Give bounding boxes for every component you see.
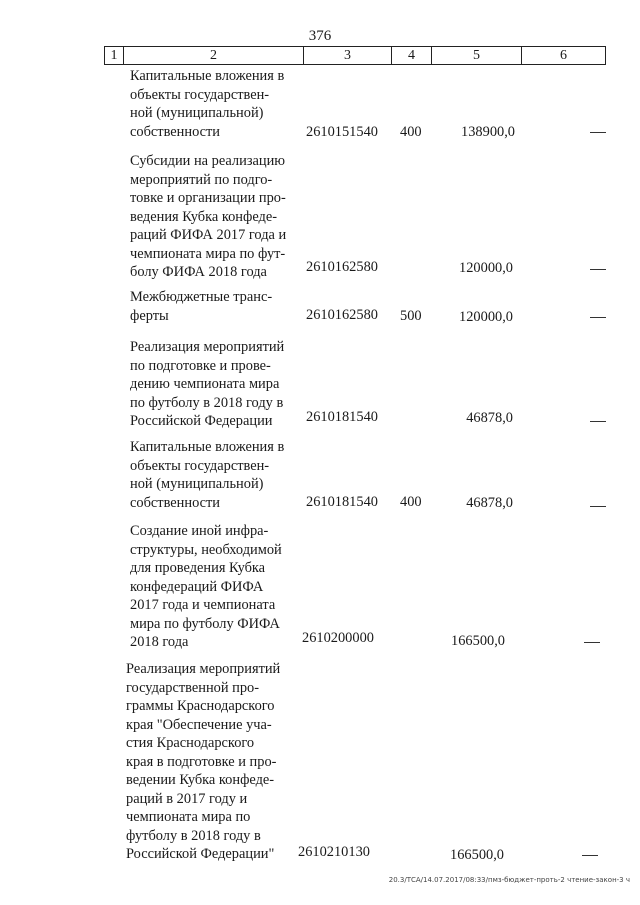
row-description: Капитальные вложения в объекты государствен- ной (муниципальной) собственности [130,439,285,511]
column-header-6: 6 [521,47,605,64]
row-expense-type: 400 [400,494,422,510]
row-description: Реализация мероприятий по подготовке и прове- дению чемпионата мира по футболу в 2018 году в Российской Федерации [130,339,285,429]
row-col6-dash [582,855,598,856]
row-description: Субсидии на реализацию мероприятий по подго- товке и организации про- ведения Кубка конфеде- раций ФИФА 2017 года и чемпионата мира по фут- болу ФИФА 2018 года [130,153,287,280]
row-description: Капитальные вложения в объекты государствен- ной (муниципальной) собственности [130,68,285,140]
row-amount: 46878,0 [466,410,513,426]
row-col6-dash [590,132,606,133]
table-header [104,46,606,65]
page-number: 376 [308,28,332,44]
row-amount: 46878,0 [466,495,513,511]
document-footer: 20.3/ТСА/14.07.2017/08:33/пмз-бюджет-проть-2 чтение-закон-3 ч [388,876,630,884]
row-col6-dash [590,317,606,318]
row-amount: 138900,0 [461,124,515,140]
row-expense-type: 500 [400,308,422,324]
row-description: Реализация мероприятий государственной про- граммы Краснодарского края "Обеспечение уча- стия Краснодарского края в подготовке и про- ведении Кубка конфеде- раций в 2017 году и чемпионата мира по футболу в 2018 году в Российской Федерации" [126,661,281,862]
column-header-5: 5 [431,47,521,64]
column-header-1: 1 [110,48,118,63]
row-amount: 120000,0 [459,309,513,325]
row-code: 2610210130 [298,844,370,860]
row-col6-dash [590,269,606,270]
row-expense-type: 400 [400,124,422,140]
row-description: Межбюджетные транс- ферты [130,289,273,324]
row-code: 2610162580 [306,307,378,323]
row-col6-dash [590,421,606,422]
column-header-4: 4 [391,47,431,64]
row-amount: 120000,0 [459,260,513,276]
row-col6-dash [584,642,600,643]
row-code: 2610151540 [306,124,378,140]
row-amount: 166500,0 [451,633,505,649]
row-amount: 166500,0 [450,847,504,863]
column-header-2: 2 [123,47,303,64]
row-code: 2610181540 [306,409,378,425]
row-code: 2610181540 [306,494,378,510]
row-col6-dash [590,506,606,507]
row-description: Создание иной инфра- структуры, необходимой для проведения Кубка конфедераций ФИФА 2017 года и чемпионата мира по футболу ФИФА 2018 года [130,523,282,650]
row-code: 2610200000 [302,630,374,646]
column-header-3: 3 [303,47,391,64]
row-code: 2610162580 [306,259,378,275]
